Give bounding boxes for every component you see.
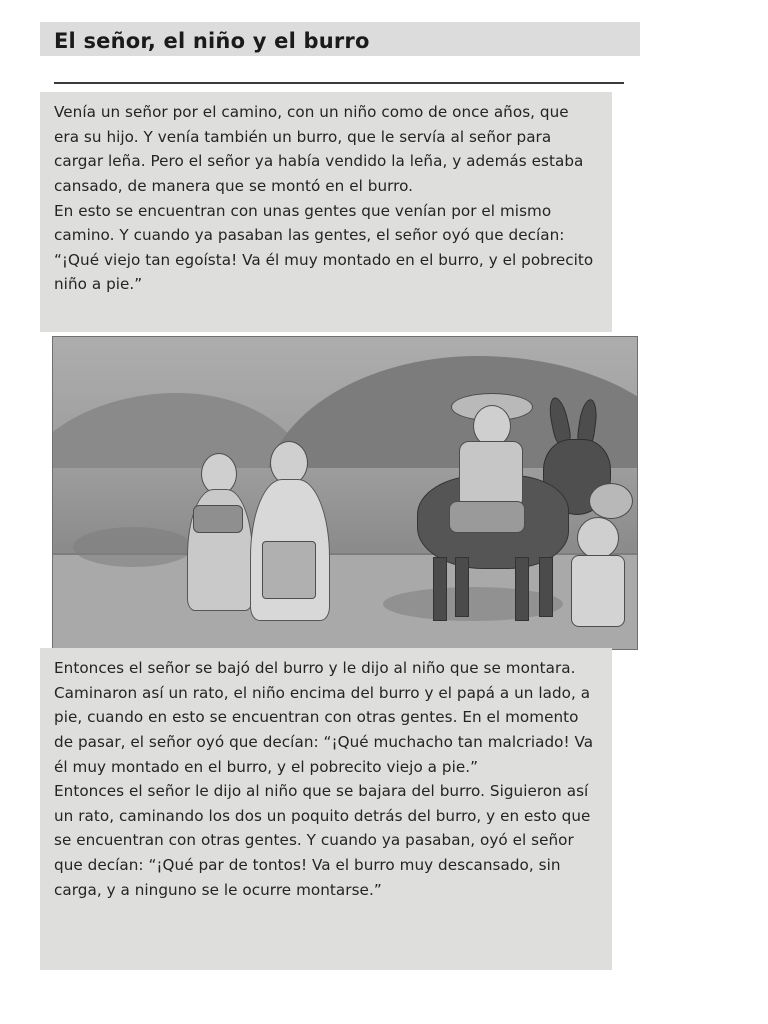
rider-legs (449, 501, 525, 533)
donkey-leg (433, 557, 447, 621)
paragraph: Entonces el señor se bajó del burro y le dijo al niño que se montara. Caminaron así un rato, el niño encima del burro y el papá a un lado, a pie, cuando en esto se encuentran con otras gentes. En el momento de pasar, el señor oyó que decían: “¡Qué muchacho tan malcriado! Va él muy montado en el burro, y el pobrecito viejo a pie.” (54, 659, 594, 776)
donkey-leg (455, 557, 469, 617)
rider-torso (459, 441, 523, 509)
page-title: El señor, el niño y el burro (54, 29, 370, 53)
illustration-image (52, 336, 638, 650)
paragraph: Venía un señor por el camino, con un niño como de once años, que era su hijo. Y venía también un burro, que le servía al señor para cargar leña. Pero el señor ya había vendido la leña, y además estaba cansado, de manera que se montó en el burro. (54, 103, 584, 195)
donkey-muzzle (589, 483, 633, 519)
text-block-top (40, 92, 612, 332)
figure-shawl (193, 505, 243, 533)
donkey-leg (539, 557, 553, 617)
figure-apron (262, 541, 316, 599)
paragraph: Entonces el señor le dijo al niño que se bajara del burro. Siguieron así un rato, caminando los dos un poquito detrás del burro, y en esto que se encuentran con otras gentes. Y cuando ya pasaban, oyó el señor que decían: “¡Qué par de tontos! Va el burro muy descansado, sin carga, y a ninguno se le ocurre montarse.” (54, 782, 591, 899)
donkey-leg (515, 557, 529, 621)
illustration-ground-patch (73, 527, 193, 567)
text-block-bottom (40, 648, 612, 970)
illustration-figure-boy (563, 517, 633, 647)
illustration-figure-woman-right (248, 441, 340, 631)
figure-head (577, 517, 619, 559)
figure-body (571, 555, 625, 627)
title-block (40, 22, 640, 56)
title-divider (54, 82, 624, 84)
paragraph: En esto se encuentran con unas gentes que venían por el mismo camino. Y cuando ya pasaban las gentes, el señor oyó que decían: “¡Qué viejo tan egoísta! Va él muy montado en el burro, y el pobrecito niño a pie.” (54, 201, 594, 294)
